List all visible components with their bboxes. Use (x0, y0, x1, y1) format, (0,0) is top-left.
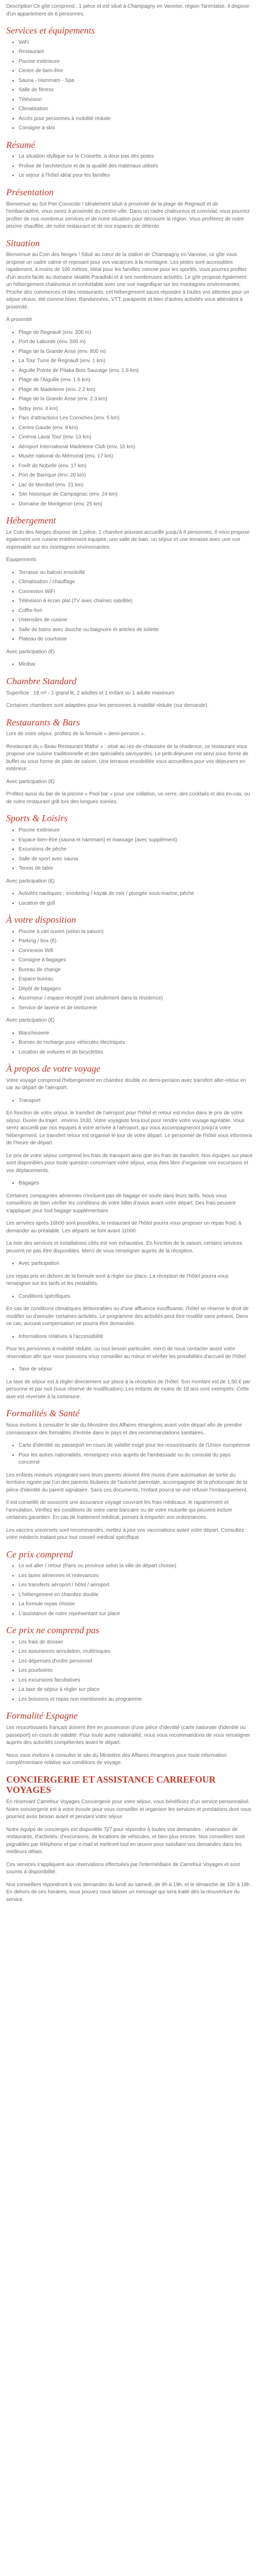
formalite-espagne-title: Formalité Espagne (6, 1710, 78, 1721)
propos-list (6, 1097, 253, 1105)
resume-list (6, 153, 253, 180)
conciergerie-text-4: Nos conseillers répondront à vos demandes du lundi au samedi, de 9h à 19h, et le dimanche de 10h à 18h. En dehors de ces horaires, vous pouvez nous laisser un message qui sera traité dès la réouverture du service. (6, 1882, 251, 1903)
list-item: • Forêt de Nobelle (env. 17 km) (19, 463, 253, 470)
list-item: • Domaine de Montgeron (env. 25 km) (19, 501, 253, 509)
list-item: • Connexion WiFi (19, 588, 253, 596)
hebergement-subtitle-2: Avec participation (€) (6, 649, 55, 655)
list-item: • Activités nautiques : snorkeling / kayak de mer / plongée sous-marine, pêche (19, 890, 253, 898)
prix-list-2 (6, 1639, 253, 1704)
proximite-subtitle: Avec participation (€) (6, 1018, 55, 1024)
conciergerie-title: CONCIERGERIE ET ASSISTANCE CARREFOUR VOYAGES (6, 1774, 216, 1795)
list-item: • Espace bureau (19, 976, 253, 984)
propos-text-8: En cas de conditions climatiques défavorables ou d'une affluence insuffisante, l'hôtel se réserve le droit de modifier ou d'annuler certaines activités. Le programme des activités peut être modifié sans préavis. Dans ce cas, aucune compensation ne pourra être demandée. (6, 1306, 249, 1327)
list-item: • La situation idyllique sur la Croisette, à deux pas des pistes (19, 153, 253, 161)
hebergement-title: Hébergement (6, 515, 56, 526)
list-item: • La formule repas choisie (19, 1601, 253, 1608)
propos-text: Votre voyage comprend l'hébergement en chambre double en demi-pension avec transfert aller-retour en car au départ de l'aéroport. (6, 1077, 246, 1091)
list-item: • Les transferts aéroport / hôtel / aéroport (19, 1582, 253, 1589)
list-item: • Les pourboires (19, 1667, 253, 1675)
prix-title: Ce prix comprend (6, 1549, 73, 1560)
list-item: • WiFi (19, 39, 253, 47)
situation-text: Bienvenue au Coin des Neiges ! Situé au cœur de la station de Champagny en Vanoise, ce gîte vous propose un cadre calme et reposant pour vos vacances à la montagne. Les pistes sont accessibles rapidement, à moins de 100 mètres. Idéal pour les familles comme pour les sportifs, vous pourrez profiter d'un accès facile au domaine skiable Paradiski et à ses nombreuses activités. Le gîte propose également un hébergement chaleureux et confortable avec une vue magnifique sur les montagnes environnantes. Proche des commerces et des restaurants, cet hébergement saura répondre à toutes vos attentes pour un séjour réussi, été comme hiver. Randonnées, VTT, parapente et bien d'autres activités vous attendent à proximité. (6, 252, 249, 310)
services-title: Services et équipements (6, 25, 95, 36)
formalites-text-4: Les vaccins universels sont recommandés, mettez à jour vos vaccinations avant votre départ. Consultez votre médecin traitant pour tout conseil médical spécifique. (6, 1527, 244, 1541)
list-item: • Sidsy (env. 4 km) (19, 405, 253, 413)
list-item: • Bornes de recharge pour véhicules électriques (19, 1039, 253, 1047)
list-item: • Salle de sport avec sauna (19, 856, 253, 863)
chambre-text-2: Certaines chambres sont adaptées pour les personnes à mobilité réduite (sur demande). (6, 703, 209, 709)
list-item: • Bureau de change (19, 967, 253, 974)
hebergement-list-2 (6, 661, 253, 669)
propos-title: À propos de votre voyage (6, 1063, 101, 1074)
list-item: • Musée national du Mémorial (env. 17 km) (19, 453, 253, 461)
list-item: • Sauna - Hammam - Spa (19, 77, 253, 85)
hebergement-text: Le Coin des Neiges dispose de 1 pièce, 1 chambre pouvant accueillir jusqu'à 6 personnes. Il vous propose également une cuisine entièrement équipée, une salle de bain, un séjour et une terrasse avec une vue imprenable sur les montagnes environnantes. (6, 529, 250, 550)
list-item: • Connexion Wifi (19, 947, 253, 955)
formalite-espagne-text: Les ressortissants français doivent être en possession d'une pièce d'identité (carte nationale d'identité ou passeport) en cours de validité. Pour toute autre nationalité, nous vous recommandons de vous renseigner auprès des autorités compétentes avant le départ. (6, 1725, 250, 1746)
propos-text-2: En fonction de votre séjour, le transfert de l'aéroport pour l'hôtel et retour est inclus dans le prix de votre séjour. Durée du trajet : environ 1h30. Votre voyagiste fera tout pour rendre votre voyage agréable. Vous serez accueilli par nos équipes à votre arrivée à l'aéroport, qui vous accompagneront jusqu'à votre hébergement. Le transfert retour est organisé le jour de votre départ. Le personnel de l'hôtel vous informera de l'heure de départ. (6, 1110, 252, 1146)
restaurants-text: Lors de votre séjour, profitez de la formule « demi-pension ». (6, 731, 146, 737)
list-item: • Les boissons et repas non mentionnés au programme (19, 1696, 253, 1704)
formalite-espagne-text-2: Nous vous invitons à consulter le site du Ministère des Affaires étrangères pour toute information complémentaire relative aux conditions de voyage. (6, 1752, 227, 1766)
list-item: • Accès pour personnes à mobilité réduite (19, 115, 253, 123)
propos-text-9: Pour les personnes à mobilité réduite, ou tout besoin particulier, merci de nous contacter avant votre réservation afin que nous puissions vous conseiller au mieux et vérifier les possibilités d'accueil de l'hôtel. (6, 1346, 247, 1360)
list-item: • Climatisation (19, 106, 253, 113)
formalites-text-2: Les enfants mineurs voyageant sans leurs parents doivent être munis d'une autorisation de sortie du territoire signée par l'un des parents titulaires de l'autorité parentale, accompagnée de la photocopie de la pièce d'identité du parent signataire. Sans ces documents, l'enfant pourra se voir refuser l'embarquement. (6, 1472, 248, 1493)
propos-text-5: Les arrivées après 16h00 sont possibles, le restaurant de l'hôtel pourra vous proposer un repas froid, à demander au préalable. Les départs se font avant 11h00. (6, 1221, 241, 1234)
list-item: • Le vol aller / retour (Paris ou province selon la ville de départ choisie) (19, 1563, 253, 1570)
list-item: • L'assistance de notre représentant sur place (19, 1611, 253, 1618)
services-list (6, 39, 253, 132)
conciergerie-text-2: Notre équipe de concierges est disponible 7j/7 pour répondre à toutes vos demandes : réservation de restaurants, d'activités, d'excursions, de locations de véhicules, et bien plus encore. Nos conseillers sont joignables par téléphone et par e-mail et mettront tout en œuvre pour satisfaire vos demandes dans les meilleurs délais. (6, 1826, 245, 1855)
list-item: • Centre de bien-être (19, 67, 253, 75)
intro-text: Description Ce gîte comprend : 1 pièce et est situé à Champagny en Vanoise, région Tarentaise. Il dispose d'un appartement de 6 personnes. (6, 4, 250, 17)
list-item: • Les dépenses d'ordre personnel (19, 1658, 253, 1666)
formalites-list (6, 1442, 253, 1467)
chambre-title: Chambre Standard (6, 675, 77, 686)
list-item: • Avec participation (19, 1260, 253, 1268)
list-item: • L'hébergement en chambre double (19, 1591, 253, 1599)
list-item: • Taxe de séjour (19, 1366, 253, 1374)
list-item: • Plage de Madeleine (env. 2.2 km) (19, 386, 253, 394)
proximite-list (6, 928, 253, 1012)
propos-list-6 (6, 1366, 253, 1374)
list-item: • Location de voitures et de bicyclettes (19, 1049, 253, 1057)
list-item: • Plage de la Grande Anse (env. 800 m) (19, 348, 253, 356)
propos-list-3 (6, 1260, 253, 1268)
hebergement-subtitle: Équipements (6, 557, 37, 563)
list-item: • Ustensiles de cuisine (19, 617, 253, 624)
list-item: • Piscine extérieure (19, 58, 253, 66)
prix-title-2: Ce prix ne comprend pas (6, 1625, 100, 1636)
list-item: • Coffre-fort (19, 607, 253, 615)
formalites-text-3: Il est conseillé de souscrire une assurance voyage couvrant les frais médicaux, le rapatriement et l'annulation. Vérifiez les conditions de votre carte bancaire ou de votre mutuelle qui peuvent inclure certaines garanties. En cas de traitement médical, pensez à emporter vos ordonnances. (6, 1500, 232, 1521)
propos-text-11: La taxe de séjour est à régler directement sur place à la réception de l'hôtel. Son montant est de 1,50 € par personne et par nuit (sous réserve de modification). Les enfants de moins de 18 ans sont exemptés. Cette taxe est reversée à la commune. (6, 1379, 251, 1400)
list-item: • Restaurant (19, 48, 253, 56)
situation-title: Situation (6, 238, 40, 248)
prix-list (6, 1563, 253, 1618)
sports-title: Sports & Loisirs (6, 813, 68, 824)
list-item: • Piscine à ciel ouvert (selon la saison) (19, 928, 253, 936)
list-item: • Lac de Montbel (env. 21 km) (19, 482, 253, 489)
restaurants-subtitle: Avec participation (€) (6, 778, 55, 785)
propos-list-4 (6, 1293, 253, 1301)
list-item: • Conditions spécifiques (19, 1293, 253, 1301)
proximite-list-2 (6, 1030, 253, 1057)
list-item: • Transport (19, 1097, 253, 1105)
resume-title: Résumé (6, 139, 35, 150)
formalites-title: Formalités & Santé (6, 1408, 79, 1419)
propos-text-4: Certaines compagnies aériennes n'incluent pas de bagage en soute dans leurs tarifs. Nous vous conseillons de bien vérifier les conditions de votre billet d'avion avant votre départ. Des frais peuvent s'appliquer pour tout bagage supplémentaire. (6, 1193, 236, 1214)
list-item: • Prolixe de l'architecture et de la qualité des matériaux utilisés (19, 163, 253, 171)
list-item: • Terrasse ou balcon ensoleillé (19, 569, 253, 577)
formalites-text: Nous invitons à consulter le site du Ministère des Affaires étrangères avant votre départ afin de prendre connaissance des formalités d'entrée dans le pays et des recommandations sanitaires. (6, 1422, 242, 1436)
sports-list-2 (6, 890, 253, 907)
list-item: • Consigne à skis (19, 125, 253, 132)
propos-list-5 (6, 1333, 253, 1341)
list-item: • Plage de la Grande Anse (env. 2.3 km) (19, 396, 253, 403)
list-item: • Dépôt de bagages (19, 986, 253, 993)
list-item: • Informations relatives à l'accessibilité (19, 1333, 253, 1341)
list-item: • Plage de Regnault (env. 200 m) (19, 329, 253, 337)
list-item: • Port de Barrique (env. 20 km) (19, 472, 253, 480)
list-item: • Cinéma Laval Tour (env. 13 km) (19, 434, 253, 442)
propos-list-2 (6, 1180, 253, 1188)
propos-text-3: Le prix de votre séjour comprend les frais de transport ainsi que les frais de transfert. Nos équipes sur place sont disponibles pour toute question concernant votre séjour, vous êtes libre d'organiser vos excursions et vos déplacements. (6, 1153, 253, 1174)
list-item: • Pour les autres nationalités, renseignez-vous auprès de l'ambassade ou du consulat du pays concerné (19, 1452, 253, 1467)
restaurants-text-2: Restaurant du « Beau Restaurant Mathé » : situé au rez-de-chaussée de la résidence, ce restaurant vous propose une cuisine traditionnelle et des spécialités savoyardes. Le petit-déjeuner est servi sous forme de buffet ou sous forme de plats de saison. Une terrasse ensoleillée vous accueillera pour vos déjeuners en extérieur. (6, 743, 249, 772)
list-item: • Carte d'identité ou passeport en cours de validité exigé pour les ressortissants de l'Union européenne (19, 1442, 253, 1450)
list-item: • Plage de l'Aiguille (env. 1.6 km) (19, 377, 253, 384)
conciergerie-text-3: Ces services s'appliquent aux réservations effectuées par l'intermédiaire de Carrefour Voyages et sont soumis à disponibilité. (6, 1861, 240, 1875)
list-item: • Location de golf (19, 900, 253, 908)
chambre-text: Superficie : 18 m² - 1 grand lit, 2 adultes et 1 enfant ou 1 adulte maximum (6, 690, 174, 696)
list-item: • Parking / box (€) (19, 938, 253, 945)
list-item: • Blanchisserie (19, 1030, 253, 1038)
list-item: • Salle de fitness (19, 87, 253, 94)
situation-subtitle: À proximité (6, 317, 33, 323)
list-item: • La Tour Turre de Regnault (env. 1 km) (19, 358, 253, 365)
list-item: • Ascenseur / espace réceptif (non seulement dans la résidence) (19, 995, 253, 1003)
list-item: • Les frais de dossier (19, 1639, 253, 1647)
list-item: • Les excursions facultatives (19, 1677, 253, 1685)
list-item: • Tennis de table (19, 865, 253, 873)
list-item: • Piscine extérieure (19, 827, 253, 835)
presentation-text: Bienvenue au Sol Pier Conocido ! Idéalement situé à proximité de la plage de Regnault et de l'embarcadère, vous serez à proximité du centre-ville. Dans un cadre chaleureux et convivial, vous pourrez profiter de nos nombreux services et de notre situation pour découvrir la région. Vous profiterez de notre piscine chauffée, de notre restaurant et de nos espaces de détente. (6, 201, 250, 230)
presentation-title: Présentation (6, 187, 54, 197)
list-item: • Salle de bains avec douche ou baignoire et articles de toilette (19, 626, 253, 634)
list-item: • Télévision à écran plat (TV avec chaînes satellite) (19, 598, 253, 605)
list-item: • Bagages (19, 1180, 253, 1188)
list-item: • Télévision (19, 96, 253, 104)
list-item: • Parc d'attractions Les Corniches (env. 5 km) (19, 415, 253, 422)
list-item: • La taxe de séjour à régler sur place (19, 1686, 253, 1694)
sports-list (6, 827, 253, 873)
list-item: • Site historique de Campagnac (env. 24 km) (19, 491, 253, 499)
restaurants-text-3: Profitez aussi du bar de la piscine « Pool bar » pour une collation, un verre, des cocktails et des en-cas, ou de notre restaurant grill lors des longues soirées. (6, 791, 250, 805)
propos-text-7: Les repas pris en dehors de la formule sont à régler sur place. La réception de l'hôtel pourra vous renseigner sur les tarifs et les modalités. (6, 1273, 229, 1287)
list-item: • Port de Laborde (env. 500 m) (19, 338, 253, 346)
list-item: • Le séjour à l'hôtel idéal pour les familles (19, 172, 253, 180)
list-item: • Aiguille Pointe de Pitaka Bois Sauvage (env. 1.6 km) (19, 367, 253, 375)
hebergement-list (6, 569, 253, 643)
list-item: • Centre Gaude (env. 9 km) (19, 425, 253, 432)
conciergerie-text: En réservant Carrefour Voyages Conciergerie pour votre séjour, vous bénéficiez d'un service personnalisé. Notre conciergerie est à votre écoute pour vous conseiller et organiser les services et prestations dont vous pourriez avoir besoin avant et pendant votre séjour. (6, 1799, 252, 1820)
list-item: • Plateau de courtoisie (19, 636, 253, 643)
list-item: • Les taxes aériennes et redevances (19, 1572, 253, 1580)
list-item: • Aéroport International Madeleine Club (env. 16 km) (19, 444, 253, 451)
situation-list (6, 329, 253, 509)
sports-subtitle: Avec participation (€) (6, 878, 55, 884)
restaurants-title: Restaurants & Bars (6, 717, 80, 727)
list-item: • Excursions de pêche (19, 846, 253, 854)
list-item: • Consigne à bagages (19, 957, 253, 964)
list-item: • Espace bien-être (sauna et hammam) et massage (avec supplément) (19, 837, 253, 844)
proximite-title: À votre disposition (6, 914, 76, 925)
list-item: • Climatisation / chauffage (19, 579, 253, 586)
list-item: • Minibar (19, 661, 253, 669)
list-item: • Service de laverie et de teinturerie (19, 1005, 253, 1012)
list-item: • Les assurances annulation, multirisques (19, 1648, 253, 1656)
propos-text-6: La liste des services et installations cités est non exhaustive. En fonction de la saison, certains services peuvent ne pas être disponibles. Merci de vous renseigner auprès de la réception. (6, 1241, 243, 1254)
